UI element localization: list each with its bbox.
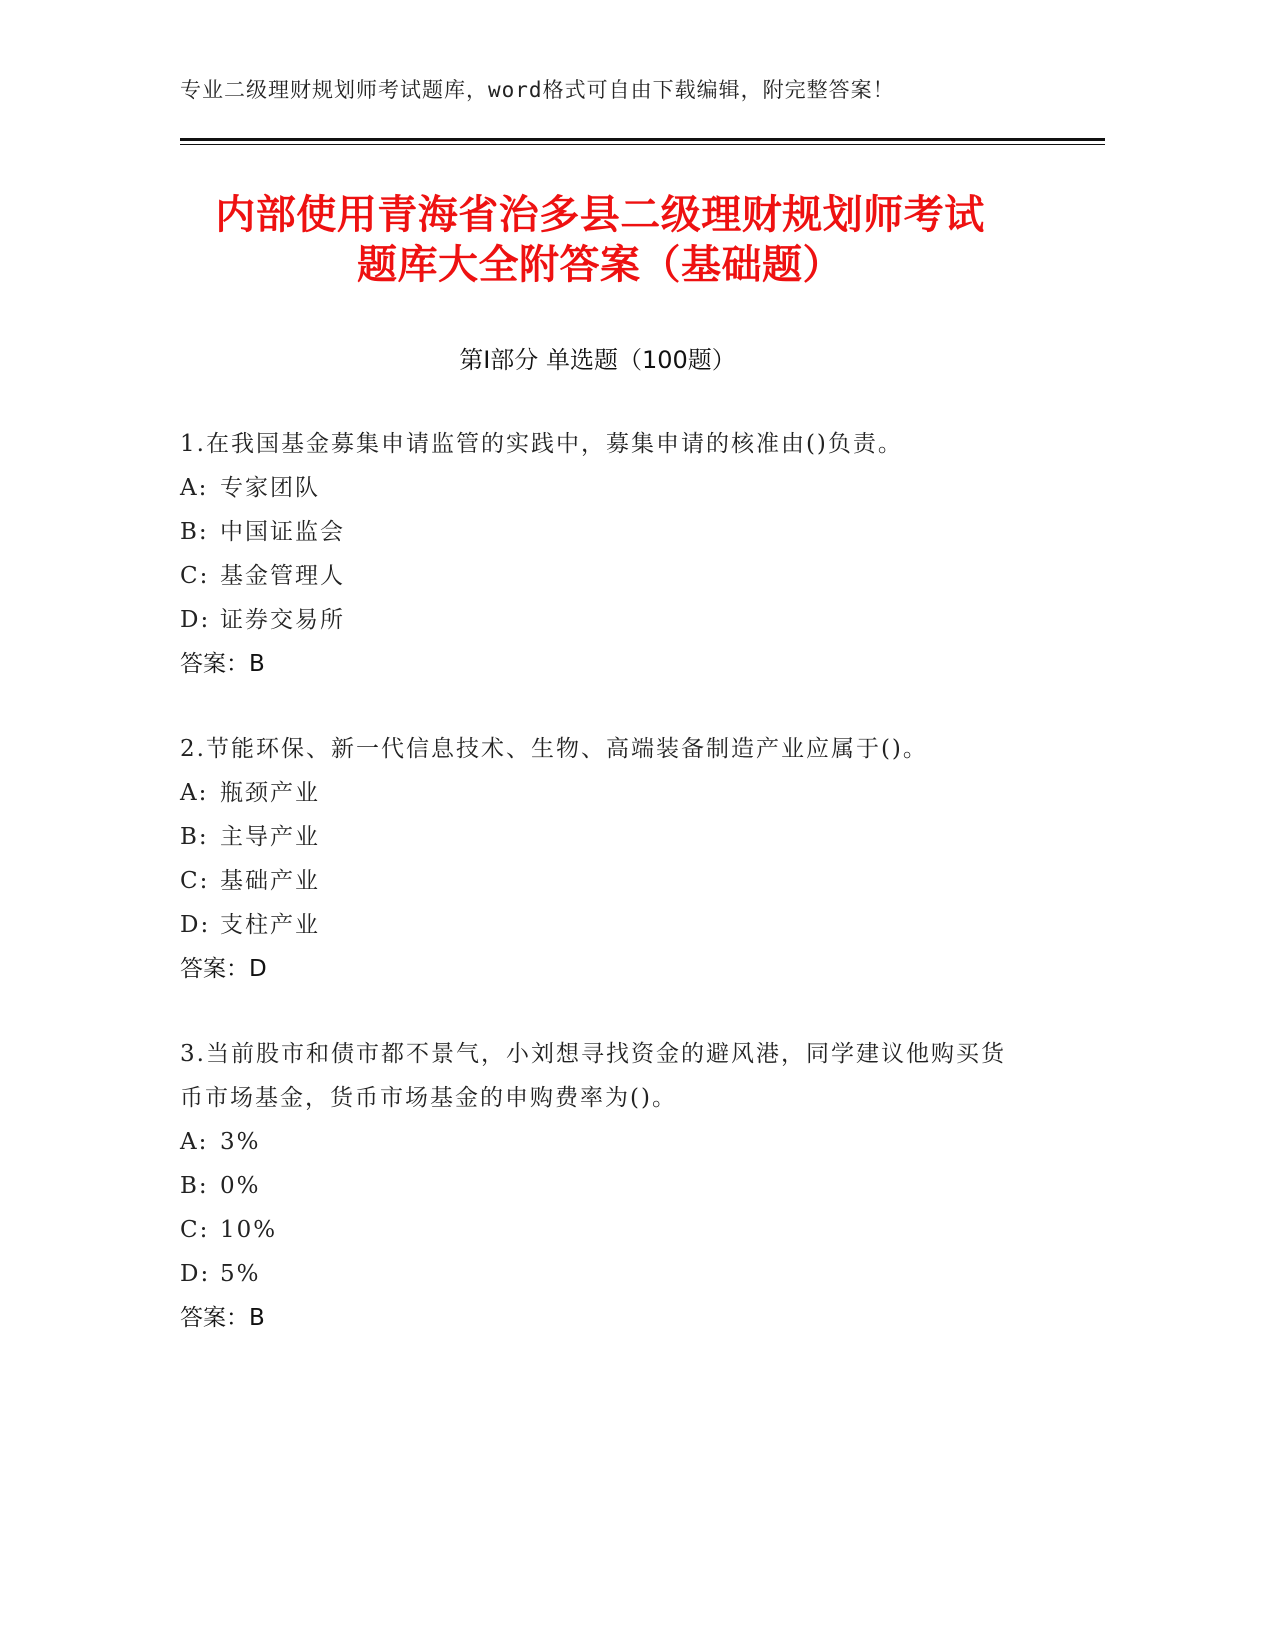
option-letter: D: (180, 607, 211, 633)
option-letter: B: (180, 1173, 209, 1199)
option-letter: A: (180, 780, 209, 806)
question-stem: 3.当前股市和债市都不景气，小刘想寻找资金的避风港，同学建议他购买货币市场基金，货币市场基金的申购费率为()。 (180, 1041, 1006, 1111)
option-text: 支柱产业 (220, 912, 320, 938)
option-c (180, 554, 1030, 598)
option-text: 专家团队 (220, 475, 320, 501)
question-3 (180, 1032, 1030, 1340)
option-text: 瓶颈产业 (220, 780, 320, 806)
document-title-line2: 题库大全附答案（基础题） (357, 242, 843, 288)
header-rule-thin (180, 144, 1105, 145)
option-letter: B: (180, 824, 209, 850)
answer-label: 答案：B (180, 651, 265, 677)
option-b (180, 815, 1030, 859)
option-text: 主导产业 (220, 824, 320, 850)
answer-label: 答案：B (180, 1305, 265, 1331)
option-letter: B: (180, 519, 209, 545)
option-letter: C: (180, 868, 210, 894)
answer-label: 答案：D (180, 956, 267, 982)
option-text: 0% (220, 1173, 261, 1199)
option-text: 证券交易所 (220, 607, 345, 633)
option-letter: C: (180, 1217, 210, 1243)
header-note: 专业二级理财规划师考试题库，word格式可自由下载编辑，附完整答案！ (180, 78, 895, 102)
option-letter: D: (180, 1261, 211, 1287)
option-text: 基础产业 (220, 868, 320, 894)
option-d (180, 903, 1030, 947)
document-title-line1: 内部使用青海省治多县二级理财规划师考试 (215, 192, 985, 238)
question-2 (180, 727, 1030, 991)
option-b (180, 510, 1030, 554)
option-a (180, 1120, 1030, 1164)
option-text: 中国证监会 (220, 519, 345, 545)
option-text: 5% (220, 1261, 261, 1287)
option-c (180, 859, 1030, 903)
question-stem: 1.在我国基金募集申请监管的实践中，募集申请的核准由()负责。 (180, 431, 903, 457)
option-letter: D: (180, 912, 211, 938)
section-heading: 第Ⅰ部分 单选题（100题） (459, 346, 736, 374)
option-letter: C: (180, 563, 210, 589)
option-letter: A: (180, 475, 209, 501)
option-d (180, 1252, 1030, 1296)
option-c (180, 1208, 1030, 1252)
option-text: 基金管理人 (220, 563, 345, 589)
question-1 (180, 422, 1030, 686)
option-a (180, 771, 1030, 815)
option-letter: A: (180, 1129, 209, 1155)
document-title (150, 190, 1050, 290)
question-stem: 2.节能环保、新一代信息技术、生物、高端装备制造产业应属于()。 (180, 736, 928, 762)
option-b (180, 1164, 1030, 1208)
option-a (180, 466, 1030, 510)
option-d (180, 598, 1030, 642)
header-rule-thick (180, 138, 1105, 141)
option-text: 10% (220, 1217, 278, 1243)
option-text: 3% (220, 1129, 261, 1155)
